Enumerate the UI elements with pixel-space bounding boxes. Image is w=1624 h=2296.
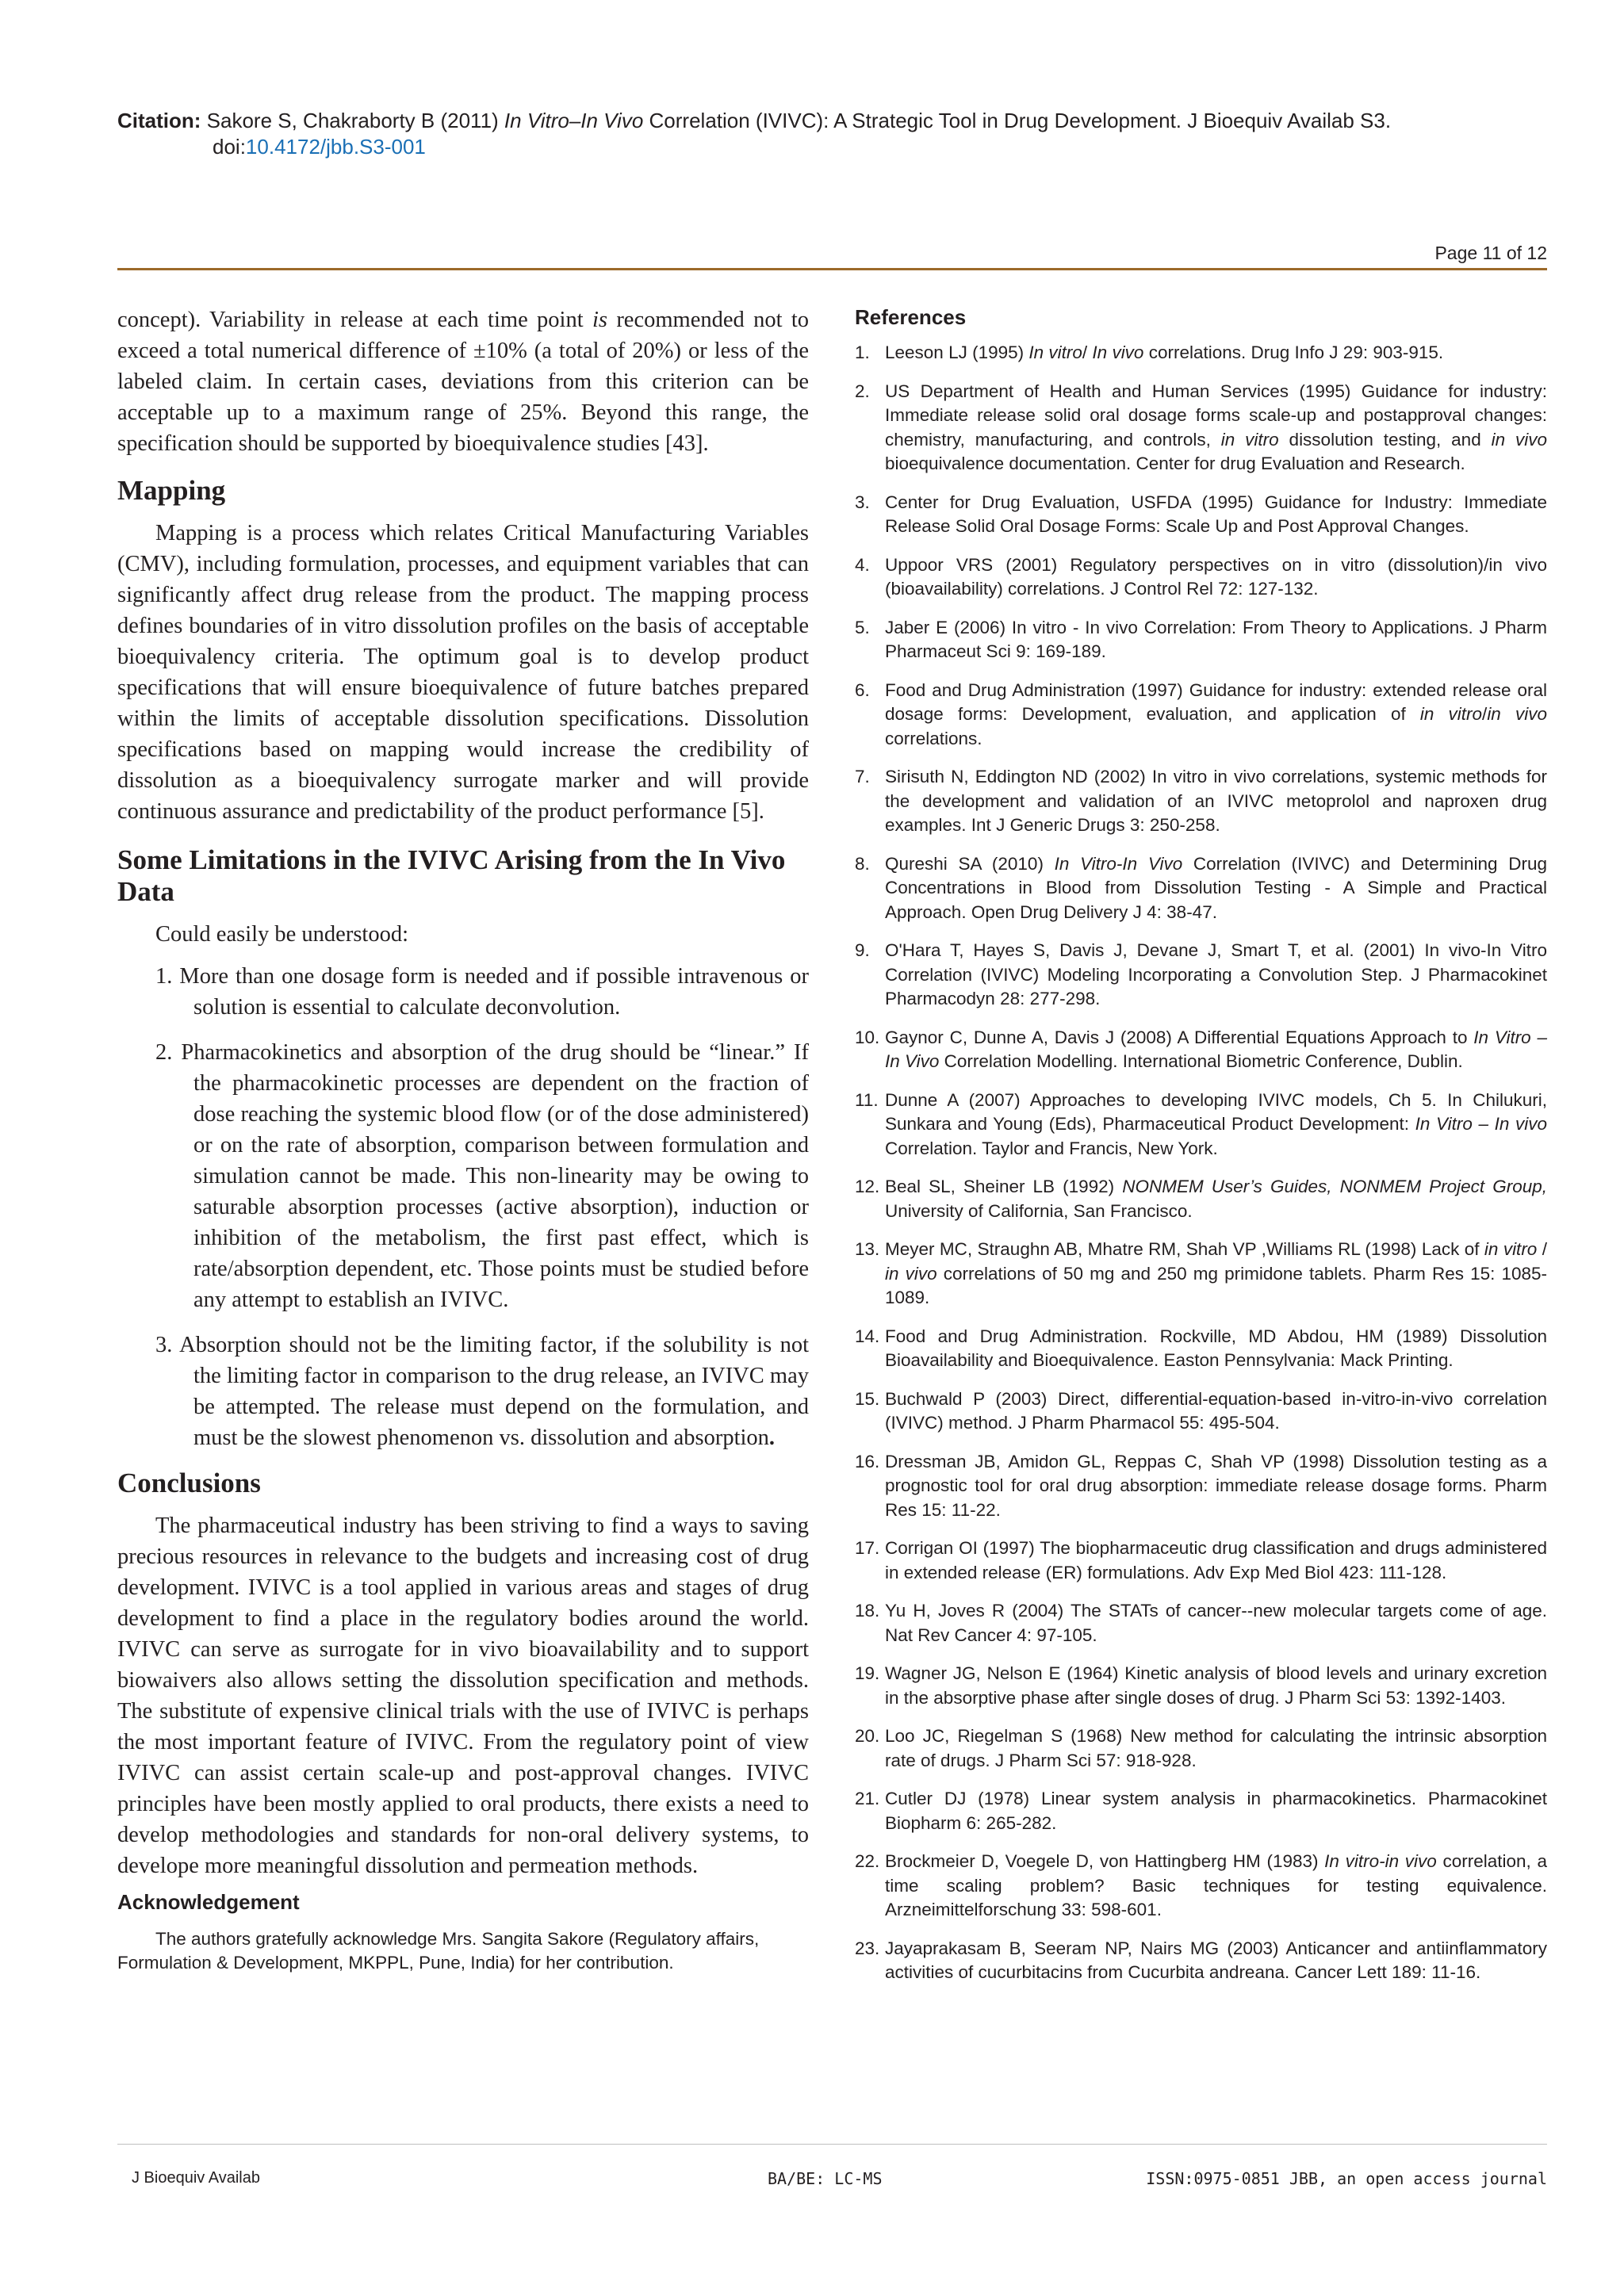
footer-rule <box>117 2144 1547 2145</box>
reference-number: 23. <box>855 1938 880 1958</box>
reference-number: 21. <box>855 1789 880 1808</box>
reference-item <box>855 1536 1547 1585</box>
reference-text: correlations of 50 mg and 250 mg primidone tablets. Pharm Res 15: 1085-1089. <box>885 1263 1547 1307</box>
reference-text: correlations. Drug Info J 29: 903-915. <box>1143 342 1444 362</box>
reference-item <box>855 1662 1547 1710</box>
footer-journal: J Bioequiv Availab <box>132 2169 260 2187</box>
reference-text: Correlation Modelling. International Biometric Conference, Dublin. <box>939 1051 1463 1071</box>
reference-item <box>855 1238 1547 1311</box>
reference-text: Brockmeier D, Voegele D, von Hattingberg HM (1983) <box>885 1851 1325 1871</box>
reference-number: 7. <box>855 767 870 786</box>
reference-number: 9. <box>855 940 870 960</box>
footer-topic: BA/BE: LC-MS <box>768 2169 883 2188</box>
reference-item <box>855 380 1547 476</box>
reference-item <box>855 1850 1547 1923</box>
reference-item <box>855 341 1547 365</box>
citation-line <box>117 108 1545 134</box>
reference-item <box>855 1026 1547 1074</box>
reference-text: Gaynor C, Dunne A, Davis J (2008) A Differential Equations Approach to <box>885 1027 1474 1047</box>
reference-number: 20. <box>855 1726 880 1746</box>
mapping-heading: Mapping <box>117 475 226 506</box>
reference-number: 8. <box>855 853 870 874</box>
references-heading: References <box>855 305 967 329</box>
reference-number: 6. <box>855 679 870 700</box>
reference-text: Jayaprakasam B, Seeram NP, Nairs MG (2003) Anticancer and antiinflammatory activities of cucurbitacins from Cucurbita andreana. Cancer Lett 189: 11-16. <box>885 1938 1547 1982</box>
reference-text: Correlation (IVIVC) and Determining Drug Concentrations in Blood from Dissolution Testing - A Simple and Practical Approach. Open Drug Delivery J 4: 38-47. <box>885 853 1547 922</box>
reference-item <box>855 1325 1547 1373</box>
reference-item <box>855 491 1547 539</box>
reference-number: 5. <box>855 617 870 637</box>
reference-text: Wagner JG, Nelson E (1964) Kinetic analysis of blood levels and urinary excretion in the absorptive phase after single doses of drug. J Pharm Sci 53: 1392-1403. <box>885 1663 1547 1708</box>
reference-item <box>855 1175 1547 1223</box>
page-number: Page 11 of 12 <box>1434 243 1547 263</box>
left-column <box>117 304 809 1975</box>
reference-text: In Vitro – In Vivo <box>885 1027 1548 1071</box>
conclusions-paragraph: The pharmaceutical industry has been striving to find a ways to saving precious resources in relevance to the budgets and increasing cost of drug development. IVIVC is a tool applied in various areas and stages of drug development to find a place in the regulatory bodies around the world. IVIVC can serve as surrogate for in vivo bioavailability and to support biowaivers also allows setting the dissolution specification and methods. The substitute of expensive clinical trials with the use of IVIVC is perhaps the most important feature of IVIVC. From the regulatory point of view IVIVC can assist certain scale-up and post-approval changes. IVIVC principles have been mostly applied to oral products, there exists a need to develop methodologies and standards for non-oral delivery systems, to develope more meaningful dissolution and permeation methods. <box>117 1513 809 1878</box>
reference-text: Cutler DJ (1978) Linear system analysis in pharmacokinetics. Pharmacokinet Biopharm 6: 265-282. <box>885 1789 1547 1833</box>
acknowledgement-heading: Acknowledgement <box>117 1890 300 1914</box>
reference-text: In Vitro-In Vivo <box>1054 853 1183 874</box>
reference-text: Yu H, Joves R (2004) The STATs of cancer--new molecular targets come of age. Nat Rev Cancer 4: 97-105. <box>885 1601 1547 1645</box>
citation-italic: In Vitro–In Vivo <box>504 109 644 132</box>
reference-item <box>855 1089 1547 1161</box>
reference-text: dissolution testing, and <box>1278 429 1492 450</box>
reference-text: bioequivalence documentation. Center for drug Evaluation and Research. <box>885 453 1465 473</box>
reference-text: University of California, San Francisco. <box>885 1200 1193 1221</box>
reference-item <box>855 852 1547 925</box>
reference-number: 14. <box>855 1326 880 1346</box>
reference-text: Uppoor VRS (2001) Regulatory perspectives on in vitro (dissolution)/in vivo (bioavailability) correlations. J Control Rel 72: 127-132. <box>885 554 1547 599</box>
intro-paragraph <box>117 304 809 459</box>
reference-number: 13. <box>855 1239 880 1259</box>
reference-text: correlations. <box>885 728 982 748</box>
reference-item <box>855 765 1547 838</box>
reference-number: 16. <box>855 1451 880 1471</box>
reference-text: In Vitro – In vivo <box>1415 1114 1548 1134</box>
reference-text: Dressman JB, Amidon GL, Reppas C, Shah VP (1998) Dissolution testing as a prognostic tool for oral drug absorption: immediate release dosage forms. Pharm Res 15: 11-22. <box>885 1451 1547 1520</box>
reference-text: Qureshi SA (2010) <box>885 853 1055 874</box>
reference-text: Center for Drug Evaluation, USFDA (1995) Guidance for Industry: Immediate Release Solid Oral Dosage Forms: Scale Up and Post Approval Changes. <box>885 492 1547 536</box>
intro-text-a: concept). Variability in release at each time point <box>117 308 592 332</box>
conclusions-heading: Conclusions <box>117 1468 261 1498</box>
reference-text: US Department of Health and Human Services (1995) Guidance for industry: Immediate release solid oral dosage forms scale-up and postapproval changes: chemistry, manufacturing, and controls, <box>885 381 1547 450</box>
reference-item <box>855 1599 1547 1647</box>
reference-number: 1. <box>855 342 870 362</box>
reference-text: In vivo <box>1092 342 1144 362</box>
reference-text: NONMEM User’s Guides, NONMEM Project Group, <box>1122 1177 1547 1196</box>
limitations-heading: Some Limitations in the IVIVC Arising from the In Vivo Data <box>117 844 786 907</box>
list-item: 3. Absorption should not be the limiting factor, if the solubility is not the limiting factor in comparison to the drug release, an IVIVC may be attempted. The release must depend on the formulation, and must be the slowest phenomenon vs. dissolution and absorption. <box>155 1333 809 1450</box>
reference-number: 17. <box>855 1538 880 1558</box>
list-item: 1. More than one dosage form is needed and if possible intravenous or solution is essential to calculate deconvolution. <box>155 964 809 1020</box>
reference-text: In vitro-in vivo <box>1324 1851 1437 1871</box>
reference-text: Buchwald P (2003) Direct, differential-equation-based in-vitro-in-vivo correlation (IVIVC) method. J Pharm Pharmacol 55: 495-504. <box>885 1388 1547 1433</box>
reference-item <box>855 1787 1547 1835</box>
reference-text: Beal SL, Sheiner LB (1992) <box>885 1177 1123 1196</box>
list-item: 2. Pharmacokinetics and absorption of the drug should be “linear.” If the pharmacokinetic processes are dependent on the fraction of dose reaching the systemic blood flow (or of the dose administered) or on the rate of absorption, comparison between formulation and simulation cannot be made. This non-linearity may be owing to saturable absorption processes (active absorption), induction or inhibition of the metabolism, the first past effect, which is rate/absorption dependent, etc. Those points must be studied before any attempt to establish an IVIVC. <box>155 1040 809 1312</box>
reference-item <box>855 1450 1547 1523</box>
reference-text: / <box>1082 342 1093 362</box>
reference-item <box>855 679 1547 752</box>
reference-number: 11. <box>855 1089 879 1110</box>
reference-number: 10. <box>855 1027 880 1047</box>
limitations-list <box>117 961 809 1453</box>
header-rule <box>117 268 1547 270</box>
citation-label: Citation: <box>117 109 201 132</box>
reference-item <box>855 1387 1547 1436</box>
reference-number: 12. <box>855 1177 880 1196</box>
reference-text: in vivo <box>1491 429 1547 450</box>
reference-number: 15. <box>855 1388 880 1409</box>
reference-text: in vivo <box>885 1263 937 1284</box>
reference-text: Food and Drug Administration (1997) Guidance for industry: extended release oral dosage forms: Development, evaluation, and application of <box>885 679 1547 724</box>
reference-number: 2. <box>855 381 870 401</box>
reference-number: 22. <box>855 1851 880 1871</box>
reference-item <box>855 1937 1547 1985</box>
reference-text: Sirisuth N, Eddington ND (2002) In vitro in vivo correlations, systemic methods for the development and validation of an IVIVC metoprolol and naproxen drug examples. Int J Generic Drugs 3: 250-258. <box>885 767 1547 835</box>
mapping-paragraph: Mapping is a process which relates Critical Manufacturing Variables (CMV), including formulation, processes, and equipment variables that can significantly affect drug release from the product. The mapping process defines boundaries of in vitro dissolution profiles on the basis of acceptable bioequivalency criteria. The optimum goal is to develop product specifications that will ensure bioequivalence of future batches prepared within the limits of acceptable dissolution specifications. Dissolution specifications based on mapping would increase the credibility of dissolution as a bioequivalency surrogate marker and will provide continuous assurance and predictability of the product performance [5]. <box>117 521 809 824</box>
citation-rest: Correlation (IVIVC): A Strategic Tool in Drug Development. J Bioequiv Availab S3. <box>649 109 1392 132</box>
reference-number: 18. <box>855 1601 880 1621</box>
citation-authors: Sakore S, Chakraborty B (2011) <box>206 109 499 132</box>
reference-item <box>855 616 1547 664</box>
reference-text: in vivo <box>1487 704 1547 724</box>
reference-text: Food and Drug Administration. Rockville, MD Abdou, HM (1989) Dissolution Bioavailability and Bioequivalence. Easton Pennsylvania: Mack Printing. <box>885 1326 1547 1370</box>
reference-text: in vitro <box>1419 704 1483 724</box>
reference-text: in vitro <box>1220 429 1279 450</box>
doi-line <box>117 134 1545 160</box>
citation <box>117 108 1545 160</box>
footer-issn: ISSN:0975-0851 JBB, an open access journal <box>1146 2169 1547 2188</box>
reference-text: / <box>1537 1239 1547 1259</box>
acknowledgement-text: The authors gratefully acknowledge Mrs. Sangita Sakore (Regulatory affairs, Formulation & Development, MKPPL, Pune, India) for her contribution. <box>117 1929 760 1973</box>
reference-item <box>855 939 1547 1012</box>
reference-text: Dunne A (2007) Approaches to developing IVIVC models, Ch 5. In Chilukuri, Sunkara and Young (Eds), Pharmaceutical Product Development: <box>885 1089 1547 1134</box>
reference-item <box>855 1724 1547 1773</box>
references-list <box>855 341 1547 1985</box>
doi-link[interactable]: 10.4172/jbb.S3-001 <box>245 135 426 159</box>
intro-text-b: recommended not to exceed a total numerical difference of ±10% (a total of 20%) or less of the labeled claim. In certain cases, deviations from this criterion can be acceptable up to a maximum range of 25%. Beyond this range, the specification should be supported by bioequivalence studies [43]. <box>117 308 809 456</box>
reference-item <box>855 553 1547 602</box>
reference-text: Leeson LJ (1995) <box>885 342 1029 362</box>
doi-prefix: doi: <box>213 135 246 159</box>
bold-period: . <box>768 1425 776 1450</box>
reference-text: In vitro <box>1028 342 1082 362</box>
reference-text: in vitro <box>1484 1239 1538 1259</box>
reference-text: Jaber E (2006) In vitro - In vivo Correlation: From Theory to Applications. J Pharm Pharmaceut Sci 9: 169-189. <box>885 617 1547 661</box>
intro-italic: is <box>592 308 607 332</box>
reference-text: O'Hara T, Hayes S, Davis J, Devane J, Smart T, et al. (2001) In vivo-In Vitro Correlation (IVIVC) Modeling Incorporating a Convolution Step. J Pharmacokinet Pharmacodyn 28: 277-298. <box>885 940 1547 1008</box>
reference-text: Loo JC, Riegelman S (1968) New method for calculating the intrinsic absorption rate of drugs. J Pharm Sci 57: 918-928. <box>885 1726 1547 1770</box>
reference-number: 4. <box>855 554 870 575</box>
reference-text: Meyer MC, Straughn AB, Mhatre RM, Shah VP ,Williams RL (1998) Lack of <box>885 1239 1484 1259</box>
reference-text: Correlation. Taylor and Francis, New York. <box>885 1138 1218 1158</box>
reference-number: 19. <box>855 1663 880 1683</box>
reference-text: correlation, a time scaling problem? Basic techniques for testing equivalence. Arzneimittelforschung 33: 598-601. <box>885 1851 1548 1919</box>
reference-text: Corrigan OI (1997) The biopharmaceutic drug classification and drugs administered in extended release (ER) formulations. Adv Exp Med Biol 423: 111-128. <box>885 1538 1547 1582</box>
reference-text: / <box>1482 704 1488 724</box>
references-section <box>855 304 1547 1999</box>
limitations-intro: Could easily be understood: <box>155 922 408 947</box>
reference-number: 3. <box>855 492 870 512</box>
